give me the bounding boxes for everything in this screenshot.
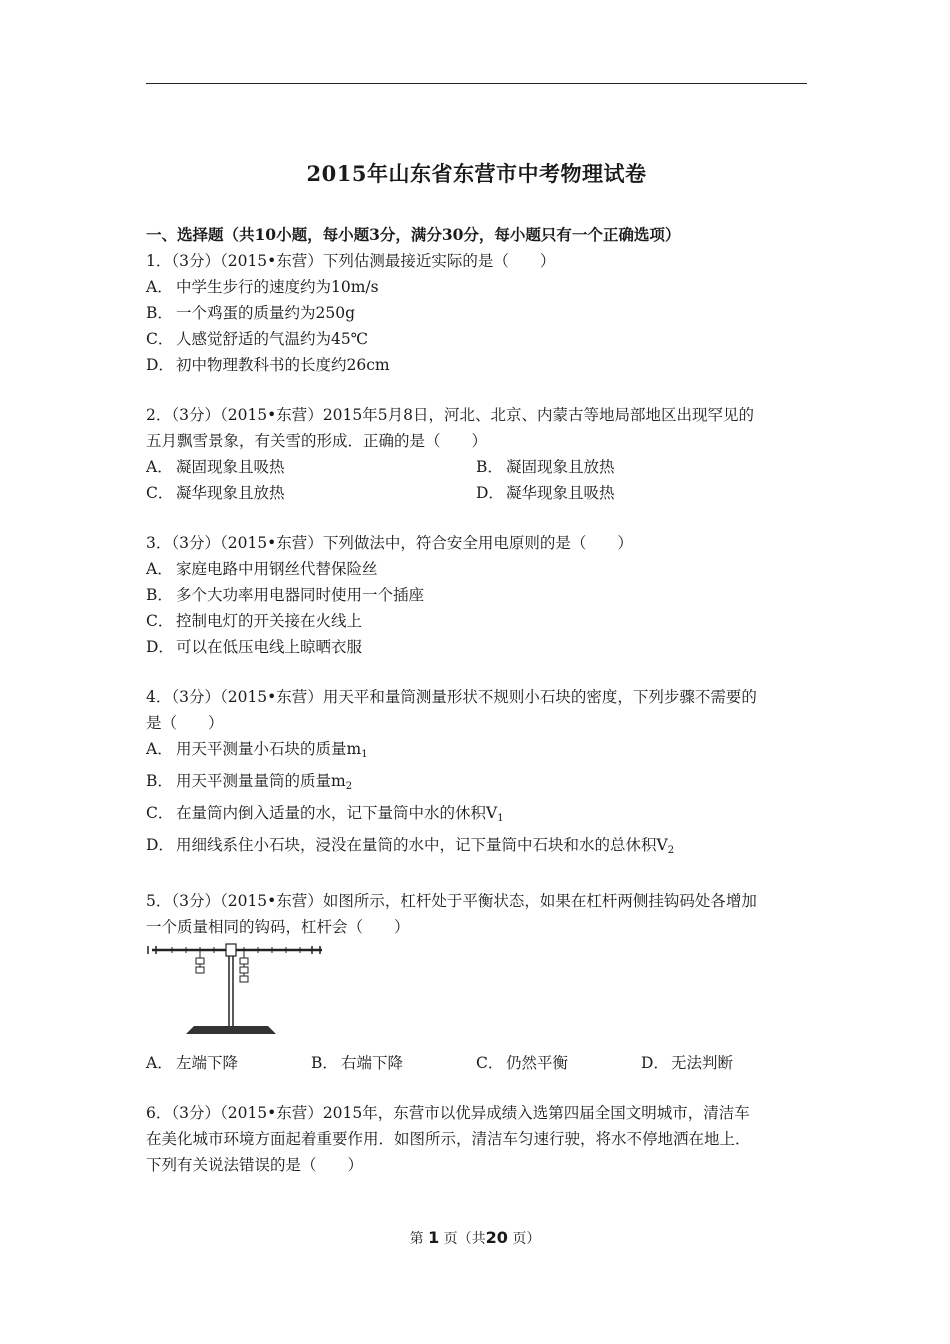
question-6-stem-line1: 6．（3分）（2015•东营）2015年，东营市以优异成绩入选第四届全国文明城市，清洁车 [146,1104,750,1122]
question-1-stem: 1．（3分）（2015•东营）下列估测最接近实际的是（ ） [146,252,556,270]
question-2-option-a[interactable]: A． 凝固现象且吸热 [146,458,285,476]
page-footer [0,1228,950,1248]
lever-figure [146,942,326,1038]
question-4-option-b[interactable]: B． 用天平测量量筒的质量$m_2$ [146,772,353,792]
question-4-option-a[interactable]: A． 用天平测量小石块的质量$m_1$ [146,740,368,760]
question-3-option-c[interactable]: C． 控制电灯的开关接在火线上 [146,612,363,630]
question-4-option-c[interactable]: C． 在量筒内倒入适量的水，记下量筒中水的休积$V_1$ [146,804,504,824]
question-1-option-c[interactable]: C． 人感觉舒适的气温约为45℃ [146,330,369,348]
footer-prefix: 第 [409,1231,424,1247]
question-3 [146,530,807,660]
question-2 [146,402,807,506]
page-title: 2015年山东省东营市中考物理试卷 [306,161,647,186]
question-1-option-b[interactable]: B． 一个鸡蛋的质量约为250g [146,304,356,322]
footer-middle: 页（共 [443,1231,486,1247]
question-list [146,222,807,1178]
question-5-option-c[interactable]: C． 仍然平衡 [476,1054,569,1072]
question-1-option-a[interactable]: A． 中学生步行的速度约为10m/s [146,278,379,296]
section-heading: 一、选择题（共10小题，每小题3分，满分30分，每小题只有一个正确选项） [146,225,681,244]
question-2-option-b[interactable]: B． 凝固现象且放热 [476,458,615,476]
question-5 [146,888,807,1076]
question-4-stem-line1: 4．（3分）（2015•东营）用天平和量筒测量形状不规则小石块的密度，下列步骤不需要的 [146,688,757,706]
question-6 [146,1100,807,1178]
question-2-stem-line1: 2．（3分）（2015•东营）2015年5月8日，河北、北京、内蒙古等地局部地区出现罕见的 [146,406,754,424]
footer-page-number: 1 [428,1228,440,1247]
question-6-stem-line3: 下列有关说法错误的是（ ） [146,1156,364,1174]
question-4-stem-line2: 是（ ） [146,714,224,732]
question-6-stem-line2: 在美化城市环境方面起着重要作用．如图所示，清洁车匀速行驶，将水不停地洒在地上． [146,1130,751,1148]
question-1-option-d[interactable]: D． 初中物理教科书的长度约26cm [146,356,390,374]
footer-total-pages: 20 [485,1228,508,1247]
question-5-option-b[interactable]: B． 右端下降 [311,1054,404,1072]
header-rule [146,83,807,84]
question-2-option-c[interactable]: C． 凝华现象且放热 [146,484,285,502]
footer-suffix: 页） [512,1231,541,1247]
question-3-option-b[interactable]: B． 多个大功率用电器同时使用一个插座 [146,586,425,604]
question-2-stem-line2: 五月飘雪景象，有关雪的形成．正确的是（ ） [146,432,488,450]
question-5-option-a[interactable]: A． 左端下降 [146,1054,239,1072]
question-4 [146,684,807,864]
question-4-option-d[interactable]: D． 用细线系住小石块，浸没在量筒的水中，记下量筒中石块和水的总休积$V_2$ [146,836,675,856]
question-3-option-d[interactable]: D． 可以在低压电线上晾晒衣服 [146,638,363,656]
question-1 [146,248,807,378]
question-5-stem-line1: 5．（3分）（2015•东营）如图所示，杠杆处于平衡状态，如果在杠杆两侧挂钩码处各增加 [146,892,757,910]
question-2-option-d[interactable]: D． 凝华现象且吸热 [476,484,615,502]
question-3-option-a[interactable]: A． 家庭电路中用钢丝代替保险丝 [146,560,378,578]
question-5-option-d[interactable]: D． 无法判断 [641,1054,734,1072]
question-3-stem: 3．（3分）（2015•东营）下列做法中，符合安全用电原则的是（ ） [146,534,633,552]
question-5-stem-line2: 一个质量相同的钩码，杠杆会（ ） [146,918,410,936]
